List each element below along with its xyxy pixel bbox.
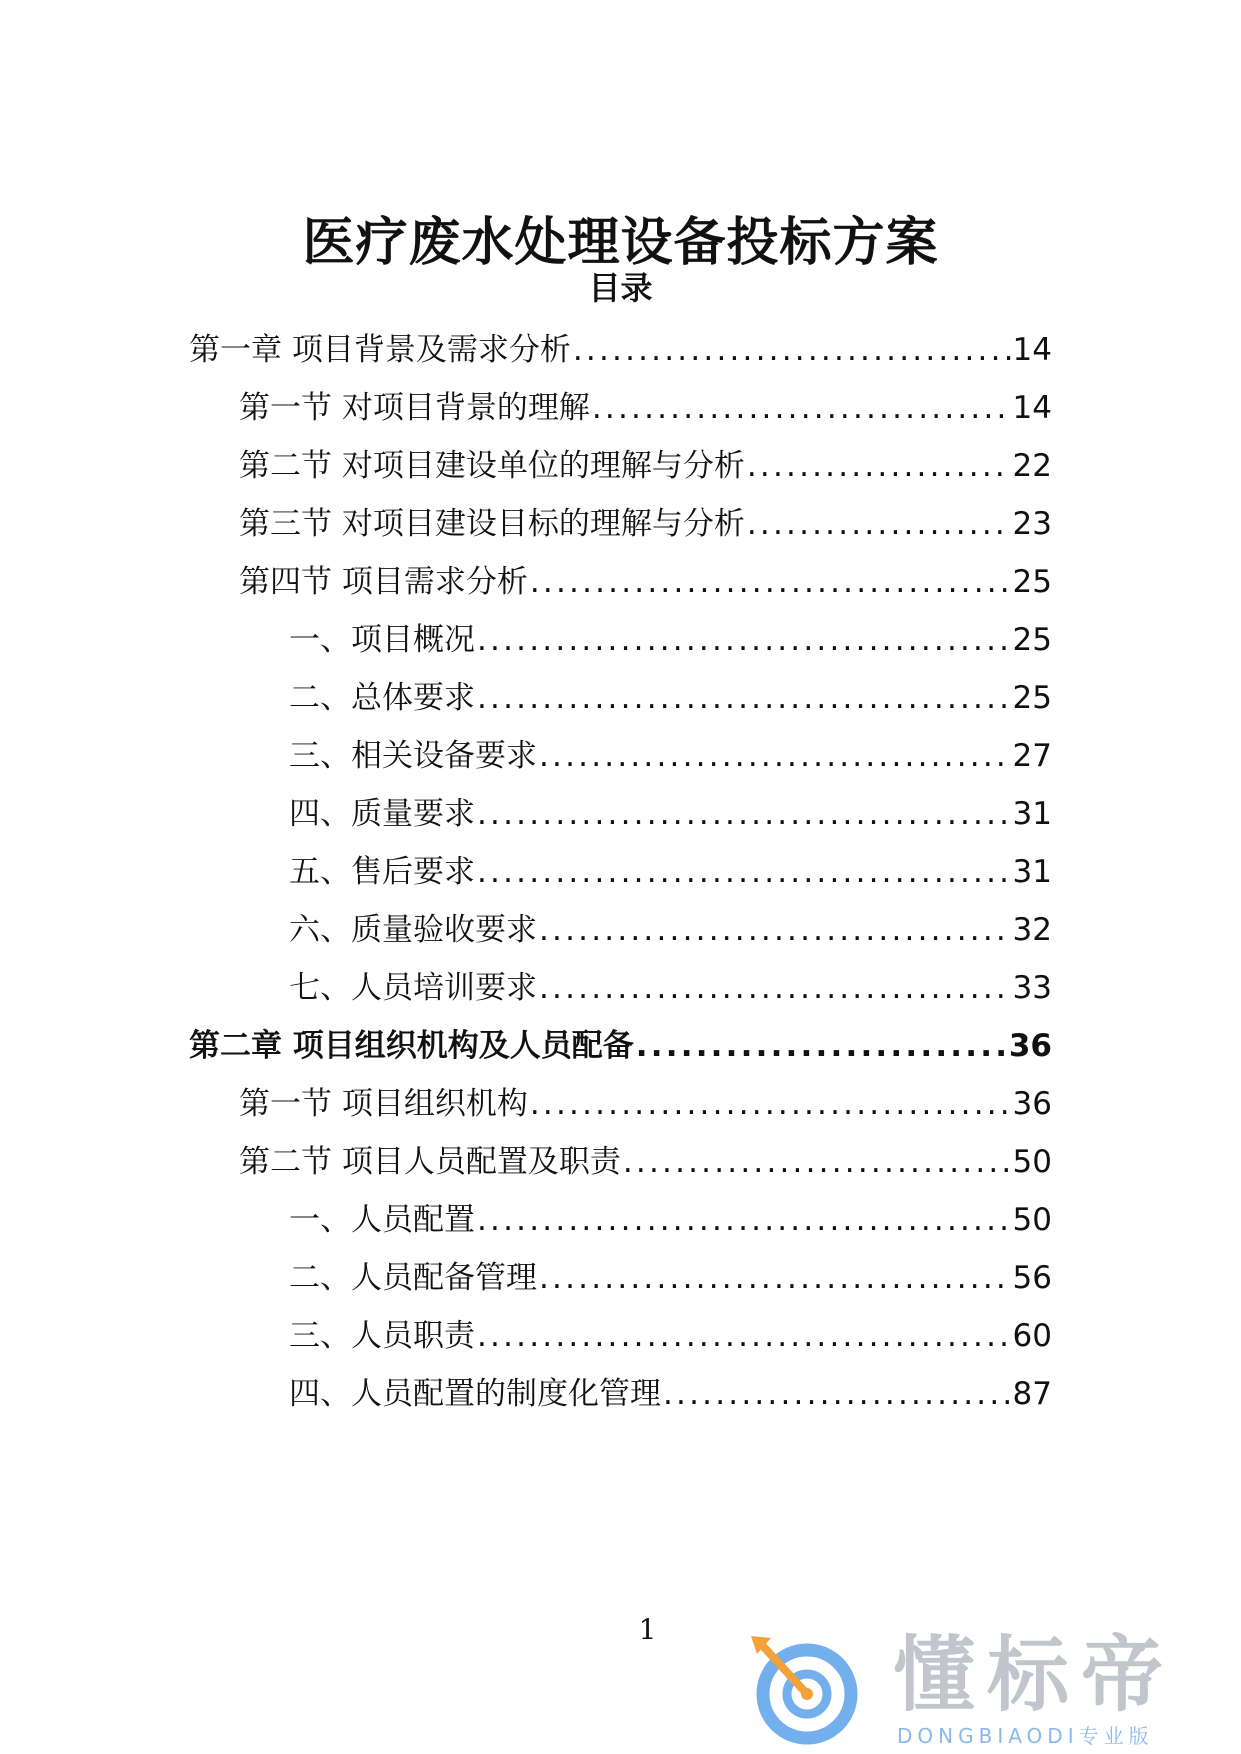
toc-entry-page: 31 bbox=[1012, 854, 1052, 890]
toc-entry-label: 第四节 项目需求分析 bbox=[239, 564, 528, 600]
toc-entry-page: 56 bbox=[1012, 1260, 1052, 1296]
toc-leader-dots bbox=[477, 850, 1011, 894]
toc-heading: 目录 bbox=[588, 269, 653, 307]
toc-leader-dots bbox=[747, 444, 1011, 488]
toc-leader-dots bbox=[539, 966, 1011, 1010]
toc-entry-label: 第一节 对项目背景的理解 bbox=[239, 390, 590, 426]
toc-entry-chapter-2[interactable] bbox=[189, 1024, 1052, 1068]
toc-entry-page: 25 bbox=[1012, 622, 1052, 658]
toc-entry-label: 六、质量验收要求 bbox=[289, 912, 537, 948]
toc-entry-section[interactable] bbox=[239, 386, 1052, 430]
toc-entry-subsection[interactable] bbox=[289, 618, 1052, 662]
toc-leader-dots bbox=[592, 386, 1011, 430]
toc-entry-subsection[interactable] bbox=[289, 1256, 1052, 1300]
toc-entry-subsection[interactable] bbox=[289, 1372, 1052, 1416]
toc-entry-page: 60 bbox=[1012, 1318, 1052, 1354]
toc-entry-subsection[interactable] bbox=[289, 850, 1052, 894]
toc-entry-subsection[interactable] bbox=[289, 1198, 1052, 1242]
toc-entry-label: 第二节 项目人员配置及职责 bbox=[239, 1144, 621, 1180]
toc-entry-page: 36 bbox=[1008, 1028, 1052, 1064]
toc-entry-subsection[interactable] bbox=[289, 966, 1052, 1010]
brand-name: 懂标帝 bbox=[893, 1628, 1176, 1723]
toc-entry-page: 25 bbox=[1012, 680, 1052, 716]
toc-leader-dots bbox=[573, 328, 1011, 372]
toc-entry-subsection[interactable] bbox=[289, 908, 1052, 952]
toc-entry-label: 第二章 项目组织机构及人员配备 bbox=[189, 1028, 634, 1064]
toc-entry-label: 四、人员配置的制度化管理 bbox=[289, 1376, 661, 1412]
toc-entry-section[interactable] bbox=[239, 1082, 1052, 1126]
brand-watermark bbox=[745, 1628, 1225, 1748]
toc-leader-dots bbox=[663, 1372, 1011, 1416]
toc-leader-dots bbox=[477, 1198, 1011, 1242]
toc-entry-label: 四、质量要求 bbox=[289, 796, 475, 832]
toc-leader-dots bbox=[623, 1140, 1011, 1184]
toc-entry-label: 三、人员职责 bbox=[289, 1318, 475, 1354]
target-logo-icon bbox=[745, 1628, 865, 1752]
toc-leader-dots bbox=[477, 676, 1011, 720]
toc-entry-subsection[interactable] bbox=[289, 734, 1052, 778]
toc-leader-dots bbox=[539, 908, 1011, 952]
toc-leader-dots bbox=[539, 1256, 1011, 1300]
document-title: 医疗废水处理设备投标方案 bbox=[302, 212, 939, 273]
toc-entry-label: 三、相关设备要求 bbox=[289, 738, 537, 774]
toc-leader-dots bbox=[636, 1024, 1007, 1068]
toc-entry-subsection[interactable] bbox=[289, 792, 1052, 836]
toc-entry-page: 14 bbox=[1012, 390, 1052, 426]
toc-leader-dots bbox=[530, 560, 1011, 604]
toc-leader-dots bbox=[477, 1314, 1011, 1358]
toc-entry-page: 31 bbox=[1012, 796, 1052, 832]
toc-leader-dots bbox=[539, 734, 1011, 778]
toc-entry-page: 25 bbox=[1012, 564, 1052, 600]
toc-leader-dots bbox=[477, 792, 1011, 836]
toc-entry-section[interactable] bbox=[239, 502, 1052, 546]
toc-entry-chapter-1[interactable] bbox=[189, 328, 1052, 372]
toc-entry-label: 二、人员配备管理 bbox=[289, 1260, 537, 1296]
toc-entry-page: 23 bbox=[1012, 506, 1052, 542]
toc-entry-section[interactable] bbox=[239, 444, 1052, 488]
toc-entry-label: 五、售后要求 bbox=[289, 854, 475, 890]
toc-entry-subsection[interactable] bbox=[289, 1314, 1052, 1358]
toc-entry-page: 27 bbox=[1012, 738, 1052, 774]
toc-entry-page: 50 bbox=[1012, 1202, 1052, 1238]
toc-entry-section[interactable] bbox=[239, 560, 1052, 604]
toc-leader-dots bbox=[530, 1082, 1011, 1126]
toc-entry-section[interactable] bbox=[239, 1140, 1052, 1184]
toc-leader-dots bbox=[747, 502, 1011, 546]
toc-entry-label: 第一章 项目背景及需求分析 bbox=[189, 332, 571, 368]
toc-entry-page: 22 bbox=[1012, 448, 1052, 484]
toc-entry-label: 七、人员培训要求 bbox=[289, 970, 537, 1006]
toc-entry-page: 33 bbox=[1012, 970, 1052, 1006]
toc-entry-label: 第二节 对项目建设单位的理解与分析 bbox=[239, 448, 745, 484]
toc-entry-page: 36 bbox=[1012, 1086, 1052, 1122]
toc-leader-dots bbox=[477, 618, 1011, 662]
toc-entry-page: 50 bbox=[1012, 1144, 1052, 1180]
toc-entry-subsection[interactable] bbox=[289, 676, 1052, 720]
toc-entry-page: 14 bbox=[1012, 332, 1052, 368]
toc-entry-label: 第三节 对项目建设目标的理解与分析 bbox=[239, 506, 745, 542]
brand-subtitle: DONGBIAODI专业版 bbox=[897, 1724, 1154, 1748]
toc-entry-label: 二、总体要求 bbox=[289, 680, 475, 716]
toc-entry-label: 一、人员配置 bbox=[289, 1202, 475, 1238]
toc-entry-label: 第一节 项目组织机构 bbox=[239, 1086, 528, 1122]
toc-entry-label: 一、项目概况 bbox=[289, 622, 475, 658]
toc-entry-page: 32 bbox=[1012, 912, 1052, 948]
toc-entry-page: 87 bbox=[1012, 1376, 1052, 1412]
page-number: 1 bbox=[638, 1613, 657, 1646]
